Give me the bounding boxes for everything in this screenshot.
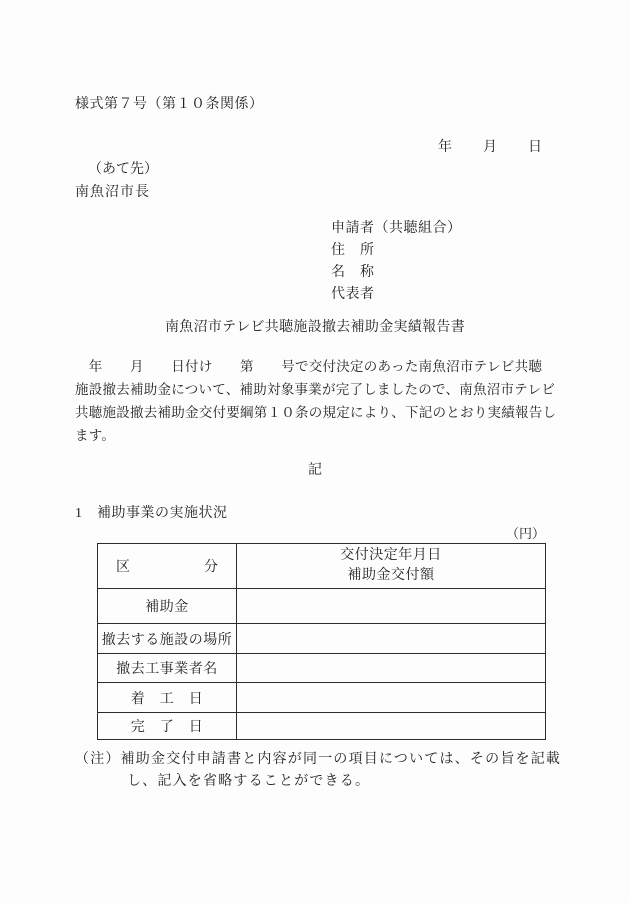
note-line: （注）補助金交付申請書と内容が同一の項目については、その旨を記載	[75, 752, 562, 767]
implementation-status-table	[97, 543, 546, 740]
facility-location-label-cell: 撤去する施設の場所	[98, 624, 237, 654]
category-header-inner	[98, 556, 236, 576]
category-right-label: 分	[204, 560, 218, 575]
contractor-label-cell: 撤去工事業者名	[98, 654, 237, 683]
table-area	[97, 525, 545, 740]
start-date-label-cell: 着 工 日	[98, 683, 237, 713]
value-header-line2: 補助金交付額	[347, 568, 435, 583]
contractor-value-cell	[237, 654, 546, 683]
date-line: 年 月 日	[438, 140, 543, 155]
completion-date-value-cell	[237, 713, 546, 740]
body-paragraph	[75, 355, 555, 447]
category-header-cell	[98, 544, 237, 589]
applicant-block	[331, 218, 555, 306]
facility-location-row	[98, 624, 546, 654]
section-heading: 1 補助事業の実施状況	[75, 506, 228, 521]
applicant-name-line: 名 称	[331, 265, 375, 280]
unit-label: （円）	[505, 526, 545, 541]
addressee-name: 南魚沼市長	[75, 185, 150, 200]
note-line: し、記入を省略することができる。	[127, 774, 371, 789]
subsidy-label-cell: 補助金	[98, 589, 237, 624]
document-title: 南魚沼市テレビ共聴施設撤去補助金実績報告書	[164, 320, 466, 335]
applicant-type-line: 申請者（共聴組合）	[331, 221, 462, 236]
completion-date-label-cell: 完 了 日	[98, 713, 237, 740]
subsidy-value-cell	[237, 589, 546, 624]
completion-date-row	[98, 713, 546, 740]
note-block	[75, 749, 562, 793]
body-line: 施設撤去補助金について、補助対象事業が完了しましたので、南魚沼市テレビ	[75, 382, 556, 397]
body-line: ます。	[75, 428, 116, 443]
contractor-row	[98, 654, 546, 683]
body-line: 年 月 日付け 第 号で交付決定のあった南魚沼市テレビ共聴	[75, 359, 543, 374]
start-date-value-cell	[237, 683, 546, 713]
form-number: 様式第７号（第１０条関係）	[75, 97, 264, 112]
addressee-label: （あて先）	[88, 162, 158, 177]
facility-location-value-cell	[237, 624, 546, 654]
ki-marker: 記	[308, 463, 322, 478]
category-left-label: 区	[116, 560, 130, 575]
applicant-address-line: 住 所	[331, 243, 375, 258]
table-header-row	[98, 544, 546, 589]
value-header-cell	[237, 544, 546, 589]
start-date-row	[98, 683, 546, 713]
applicant-representative-line: 代表者	[331, 287, 375, 302]
subsidy-row	[98, 589, 546, 624]
body-line: 共聴施設撤去補助金交付要綱第１０条の規定により、下記のとおり実績報告し	[75, 405, 557, 420]
value-header-line1: 交付決定年月日	[340, 548, 442, 563]
